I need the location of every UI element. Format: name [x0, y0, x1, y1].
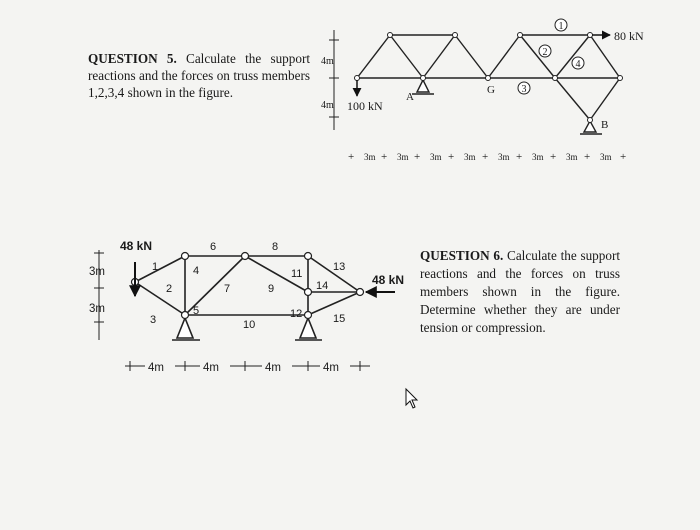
svg-text:+: + [414, 151, 421, 163]
svg-text:1: 1 [152, 261, 159, 273]
svg-text:2: 2 [166, 283, 173, 295]
svg-text:6: 6 [210, 241, 217, 253]
q5-support-a-label: A [406, 91, 414, 103]
q5-member-3-label: 3 [521, 84, 527, 95]
question-6-number: QUESTION 6. [420, 248, 504, 263]
q6-height-dimensions [94, 250, 104, 340]
svg-text:3m: 3m [532, 152, 544, 162]
q5-height-bottom-label: 4m [321, 100, 334, 111]
mouse-cursor-icon [406, 389, 417, 408]
svg-text:5: 5 [193, 305, 200, 317]
q5-member-4-label: 4 [575, 59, 581, 70]
svg-text:11: 11 [291, 268, 303, 280]
svg-text:4: 4 [193, 265, 200, 277]
svg-text:+: + [516, 151, 523, 163]
q5-span-dimensions [348, 151, 626, 163]
svg-text:8: 8 [272, 241, 279, 253]
svg-text:3m: 3m [397, 152, 409, 162]
svg-text:13: 13 [333, 261, 346, 273]
q6-span-dimensions [125, 359, 370, 374]
q5-member-markers [518, 19, 584, 94]
svg-text:3: 3 [150, 314, 157, 326]
svg-text:3m: 3m [430, 152, 442, 162]
question-6-body: Calculate the support reactions and the forces on truss members shown in the figure. Determine whether they are under tension or compression. [420, 248, 621, 335]
q5-member-1-label: 1 [558, 21, 564, 32]
svg-text:4m: 4m [265, 362, 281, 374]
question-5-number: QUESTION 5. [88, 51, 177, 66]
q5-node-g-label: G [487, 84, 495, 96]
svg-text:4m: 4m [203, 362, 219, 374]
svg-text:3m: 3m [364, 152, 376, 162]
svg-text:+: + [482, 151, 489, 163]
q6-height-1-label: 3m [89, 266, 105, 278]
svg-text:4m: 4m [148, 362, 164, 374]
svg-text:+: + [550, 151, 557, 163]
svg-text:+: + [348, 151, 355, 163]
svg-text:15: 15 [333, 313, 346, 325]
question-5-body: Calculate the support reactions and the forces on truss members 1,2,3,4 shown in the figure. [88, 51, 311, 100]
svg-text:9: 9 [268, 283, 275, 295]
q5-load-100kn-label: 100 kN [347, 99, 383, 113]
q5-truss-figure [329, 30, 620, 134]
svg-text:+: + [620, 151, 627, 163]
svg-text:3m: 3m [600, 152, 612, 162]
svg-text:12: 12 [290, 308, 303, 320]
svg-text:+: + [448, 151, 455, 163]
svg-text:7: 7 [224, 283, 231, 295]
q5-support-b-label: B [601, 119, 609, 131]
svg-text:+: + [584, 151, 591, 163]
svg-text:3m: 3m [464, 152, 476, 162]
svg-text:+: + [381, 151, 388, 163]
q5-member-2-label: 2 [542, 47, 548, 58]
svg-text:3m: 3m [498, 152, 510, 162]
q6-height-2-label: 3m [89, 303, 105, 315]
svg-text:4m: 4m [323, 362, 339, 374]
svg-text:3m: 3m [566, 152, 578, 162]
q5-height-top-label: 4m [321, 56, 334, 67]
svg-text:10: 10 [243, 319, 256, 331]
q6-load-side-label: 48 kN [372, 273, 405, 287]
svg-text:14: 14 [316, 280, 329, 292]
q5-load-80kn-label: 80 kN [614, 29, 644, 43]
q6-load-top-label: 48 kN [120, 239, 153, 253]
